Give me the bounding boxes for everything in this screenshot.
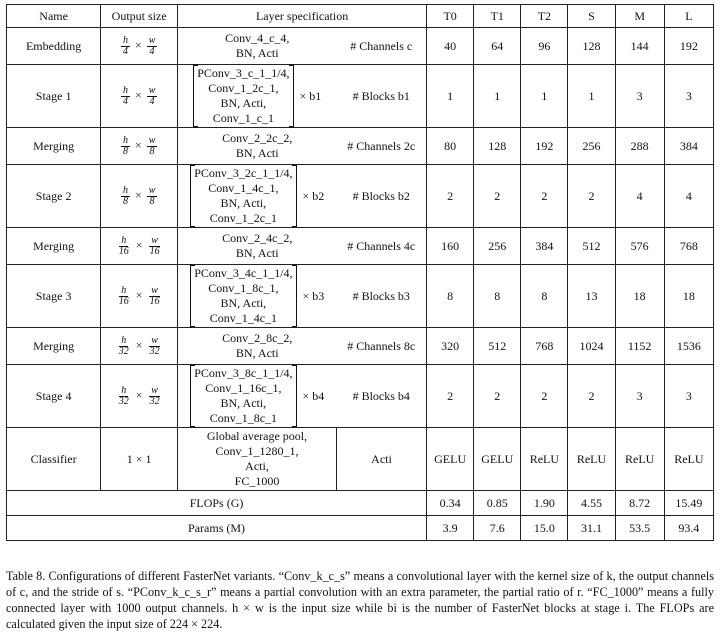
- table-row: [7, 428, 714, 491]
- table-row: [7, 28, 714, 65]
- value-t2: 2: [521, 165, 568, 228]
- value-t2: 1.90: [521, 491, 568, 516]
- value-l: 93.4: [664, 516, 713, 541]
- value-t1: 128: [474, 128, 521, 165]
- value-s: ReLU: [568, 428, 615, 491]
- param-label: # Channels c: [336, 28, 426, 65]
- value-s: 13: [568, 265, 615, 328]
- param-label: # Blocks b1: [336, 65, 426, 128]
- flops-row: [7, 491, 714, 516]
- layer-spec: [178, 165, 337, 228]
- value-t1: 256: [474, 228, 521, 265]
- value-s: 2: [568, 165, 615, 228]
- layer-spec: Conv_2_2c_2, BN, Acti: [178, 128, 337, 165]
- value-t2: ReLU: [521, 428, 568, 491]
- layer-spec: Global average pool, Conv_1_1280_1, Acti, FC_1000: [178, 428, 337, 491]
- value-l: 15.49: [664, 491, 713, 516]
- value-l: 1536: [664, 328, 713, 365]
- value-t1: 0.85: [474, 491, 521, 516]
- output-size: $\frac{h}{32}$ × $\frac{w}{32}$: [101, 365, 178, 428]
- row-name: Merging: [7, 328, 101, 365]
- value-t2: 2: [521, 365, 568, 428]
- value-t0: 2: [427, 365, 474, 428]
- value-m: 53.5: [615, 516, 664, 541]
- param-label: # Blocks b4: [336, 365, 426, 428]
- value-t2: 192: [521, 128, 568, 165]
- header-t1: T1: [474, 5, 521, 28]
- value-m: 288: [615, 128, 664, 165]
- value-t2: 8: [521, 265, 568, 328]
- row-name: Embedding: [7, 28, 101, 65]
- header-output-size: Output size: [101, 5, 178, 28]
- params-row: [7, 516, 714, 541]
- value-l: 18: [664, 265, 713, 328]
- table-row: [7, 165, 714, 228]
- header-name: Name: [7, 5, 101, 28]
- value-t2: 384: [521, 228, 568, 265]
- value-t0: 1: [427, 65, 474, 128]
- value-s: 256: [568, 128, 615, 165]
- value-t0: 0.34: [427, 491, 474, 516]
- table-row: [7, 128, 714, 165]
- header-s: S: [568, 5, 615, 28]
- value-t0: 320: [427, 328, 474, 365]
- param-label: # Blocks b3: [336, 265, 426, 328]
- row-name: Merging: [7, 228, 101, 265]
- param-label: # Channels 8c: [336, 328, 426, 365]
- value-m: ReLU: [615, 428, 664, 491]
- output-size: 1 × 1: [101, 428, 178, 491]
- value-t1: 2: [474, 365, 521, 428]
- layer-spec: Conv_2_8c_2, BN, Acti: [178, 328, 337, 365]
- params-label: Params (M): [7, 516, 427, 541]
- value-m: 4: [615, 165, 664, 228]
- value-l: 4: [664, 165, 713, 228]
- value-t1: GELU: [474, 428, 521, 491]
- output-size: $\frac{h}{8}$ × $\frac{w}{8}$: [101, 128, 178, 165]
- value-s: 128: [568, 28, 615, 65]
- value-s: 31.1: [568, 516, 615, 541]
- value-t2: 768: [521, 328, 568, 365]
- block-multiplier: × b2: [302, 189, 325, 203]
- value-m: 1152: [615, 328, 664, 365]
- value-t1: 512: [474, 328, 521, 365]
- value-m: 144: [615, 28, 664, 65]
- param-label: # Blocks b2: [336, 165, 426, 228]
- output-size: $\frac{h}{16}$ × $\frac{w}{16}$: [101, 265, 178, 328]
- value-s: 1024: [568, 328, 615, 365]
- value-m: 3: [615, 365, 664, 428]
- table-caption: Table 8. Configurations of different FasterNet variants. “Conv_k_c_s” means a convolutional layer with the kernel size of k, the output channels of c, and the stride of s. “PConv_k_c_s_r” means a partial convolution with an extra parameter, the partial ratio of r. “FC_1000” means a fully connected layer with 1000 output channels. h × w is the input size while bi is the number of FasterNet blocks at stage i. The FLOPs are calculated given the input size of 224 × 224.: [6, 569, 714, 631]
- value-t1: 7.6: [474, 516, 521, 541]
- value-s: 2: [568, 365, 615, 428]
- header-t2: T2: [521, 5, 568, 28]
- row-name: Classifier: [7, 428, 101, 491]
- output-size: $\frac{h}{4}$ × $\frac{w}{4}$: [101, 28, 178, 65]
- value-s: 512: [568, 228, 615, 265]
- flops-label: FLOPs (G): [7, 491, 427, 516]
- output-size: $\frac{h}{16}$ × $\frac{w}{16}$: [101, 228, 178, 265]
- value-t0: 80: [427, 128, 474, 165]
- value-t1: 2: [474, 165, 521, 228]
- value-l: 192: [664, 28, 713, 65]
- table-row: [7, 328, 714, 365]
- table-row: [7, 265, 714, 328]
- block-multiplier: × b3: [302, 289, 325, 303]
- value-m: 8.72: [615, 491, 664, 516]
- value-t0: 2: [427, 165, 474, 228]
- header-l: L: [664, 5, 713, 28]
- layer-spec: [178, 365, 337, 428]
- block-multiplier: × b4: [302, 389, 325, 403]
- config-table: [6, 4, 714, 541]
- value-m: 576: [615, 228, 664, 265]
- row-name: Stage 1: [7, 65, 101, 128]
- value-l: 768: [664, 228, 713, 265]
- value-t1: 8: [474, 265, 521, 328]
- value-t0: 3.9: [427, 516, 474, 541]
- value-t0: GELU: [427, 428, 474, 491]
- param-label: # Channels 4c: [336, 228, 426, 265]
- value-l: ReLU: [664, 428, 713, 491]
- value-t2: 15.0: [521, 516, 568, 541]
- layer-spec: Conv_2_4c_2, BN, Acti: [178, 228, 337, 265]
- header-row: [7, 5, 714, 28]
- value-l: 384: [664, 128, 713, 165]
- block-matrix: PConv_3_2c_1_1/4, Conv_1_4c_1, BN, Acti, Conv_1_2c_1: [190, 165, 296, 227]
- output-size: $\frac{h}{4}$ × $\frac{w}{4}$: [101, 65, 178, 128]
- row-name: Stage 3: [7, 265, 101, 328]
- row-name: Merging: [7, 128, 101, 165]
- block-matrix: PConv_3_8c_1_1/4, Conv_1_16c_1, BN, Acti, Conv_1_8c_1: [190, 365, 296, 427]
- value-t0: 40: [427, 28, 474, 65]
- output-size: $\frac{h}{8}$ × $\frac{w}{8}$: [101, 165, 178, 228]
- value-m: 18: [615, 265, 664, 328]
- value-t1: 1: [474, 65, 521, 128]
- value-s: 4.55: [568, 491, 615, 516]
- table-row: [7, 228, 714, 265]
- row-name: Stage 4: [7, 365, 101, 428]
- output-size: $\frac{h}{32}$ × $\frac{w}{32}$: [101, 328, 178, 365]
- layer-spec: [178, 265, 337, 328]
- block-matrix: PConv_3_4c_1_1/4, Conv_1_8c_1, BN, Acti, Conv_1_4c_1: [190, 265, 296, 327]
- header-layer-spec: Layer specification: [178, 5, 427, 28]
- param-label: Acti: [336, 428, 426, 491]
- layer-spec: [178, 65, 337, 128]
- param-label: # Channels 2c: [336, 128, 426, 165]
- block-matrix: PConv_3_c_1_1/4, Conv_1_2c_1, BN, Acti, Conv_1_c_1: [193, 65, 293, 127]
- table-row: [7, 365, 714, 428]
- header-t0: T0: [427, 5, 474, 28]
- header-m: M: [615, 5, 664, 28]
- value-t2: 1: [521, 65, 568, 128]
- block-multiplier: × b1: [299, 89, 322, 103]
- table-row: [7, 65, 714, 128]
- value-t2: 96: [521, 28, 568, 65]
- value-t0: 8: [427, 265, 474, 328]
- row-name: Stage 2: [7, 165, 101, 228]
- value-s: 1: [568, 65, 615, 128]
- layer-spec: Conv_4_c_4, BN, Acti: [178, 28, 337, 65]
- value-l: 3: [664, 365, 713, 428]
- value-m: 3: [615, 65, 664, 128]
- value-t1: 64: [474, 28, 521, 65]
- value-l: 3: [664, 65, 713, 128]
- value-t0: 160: [427, 228, 474, 265]
